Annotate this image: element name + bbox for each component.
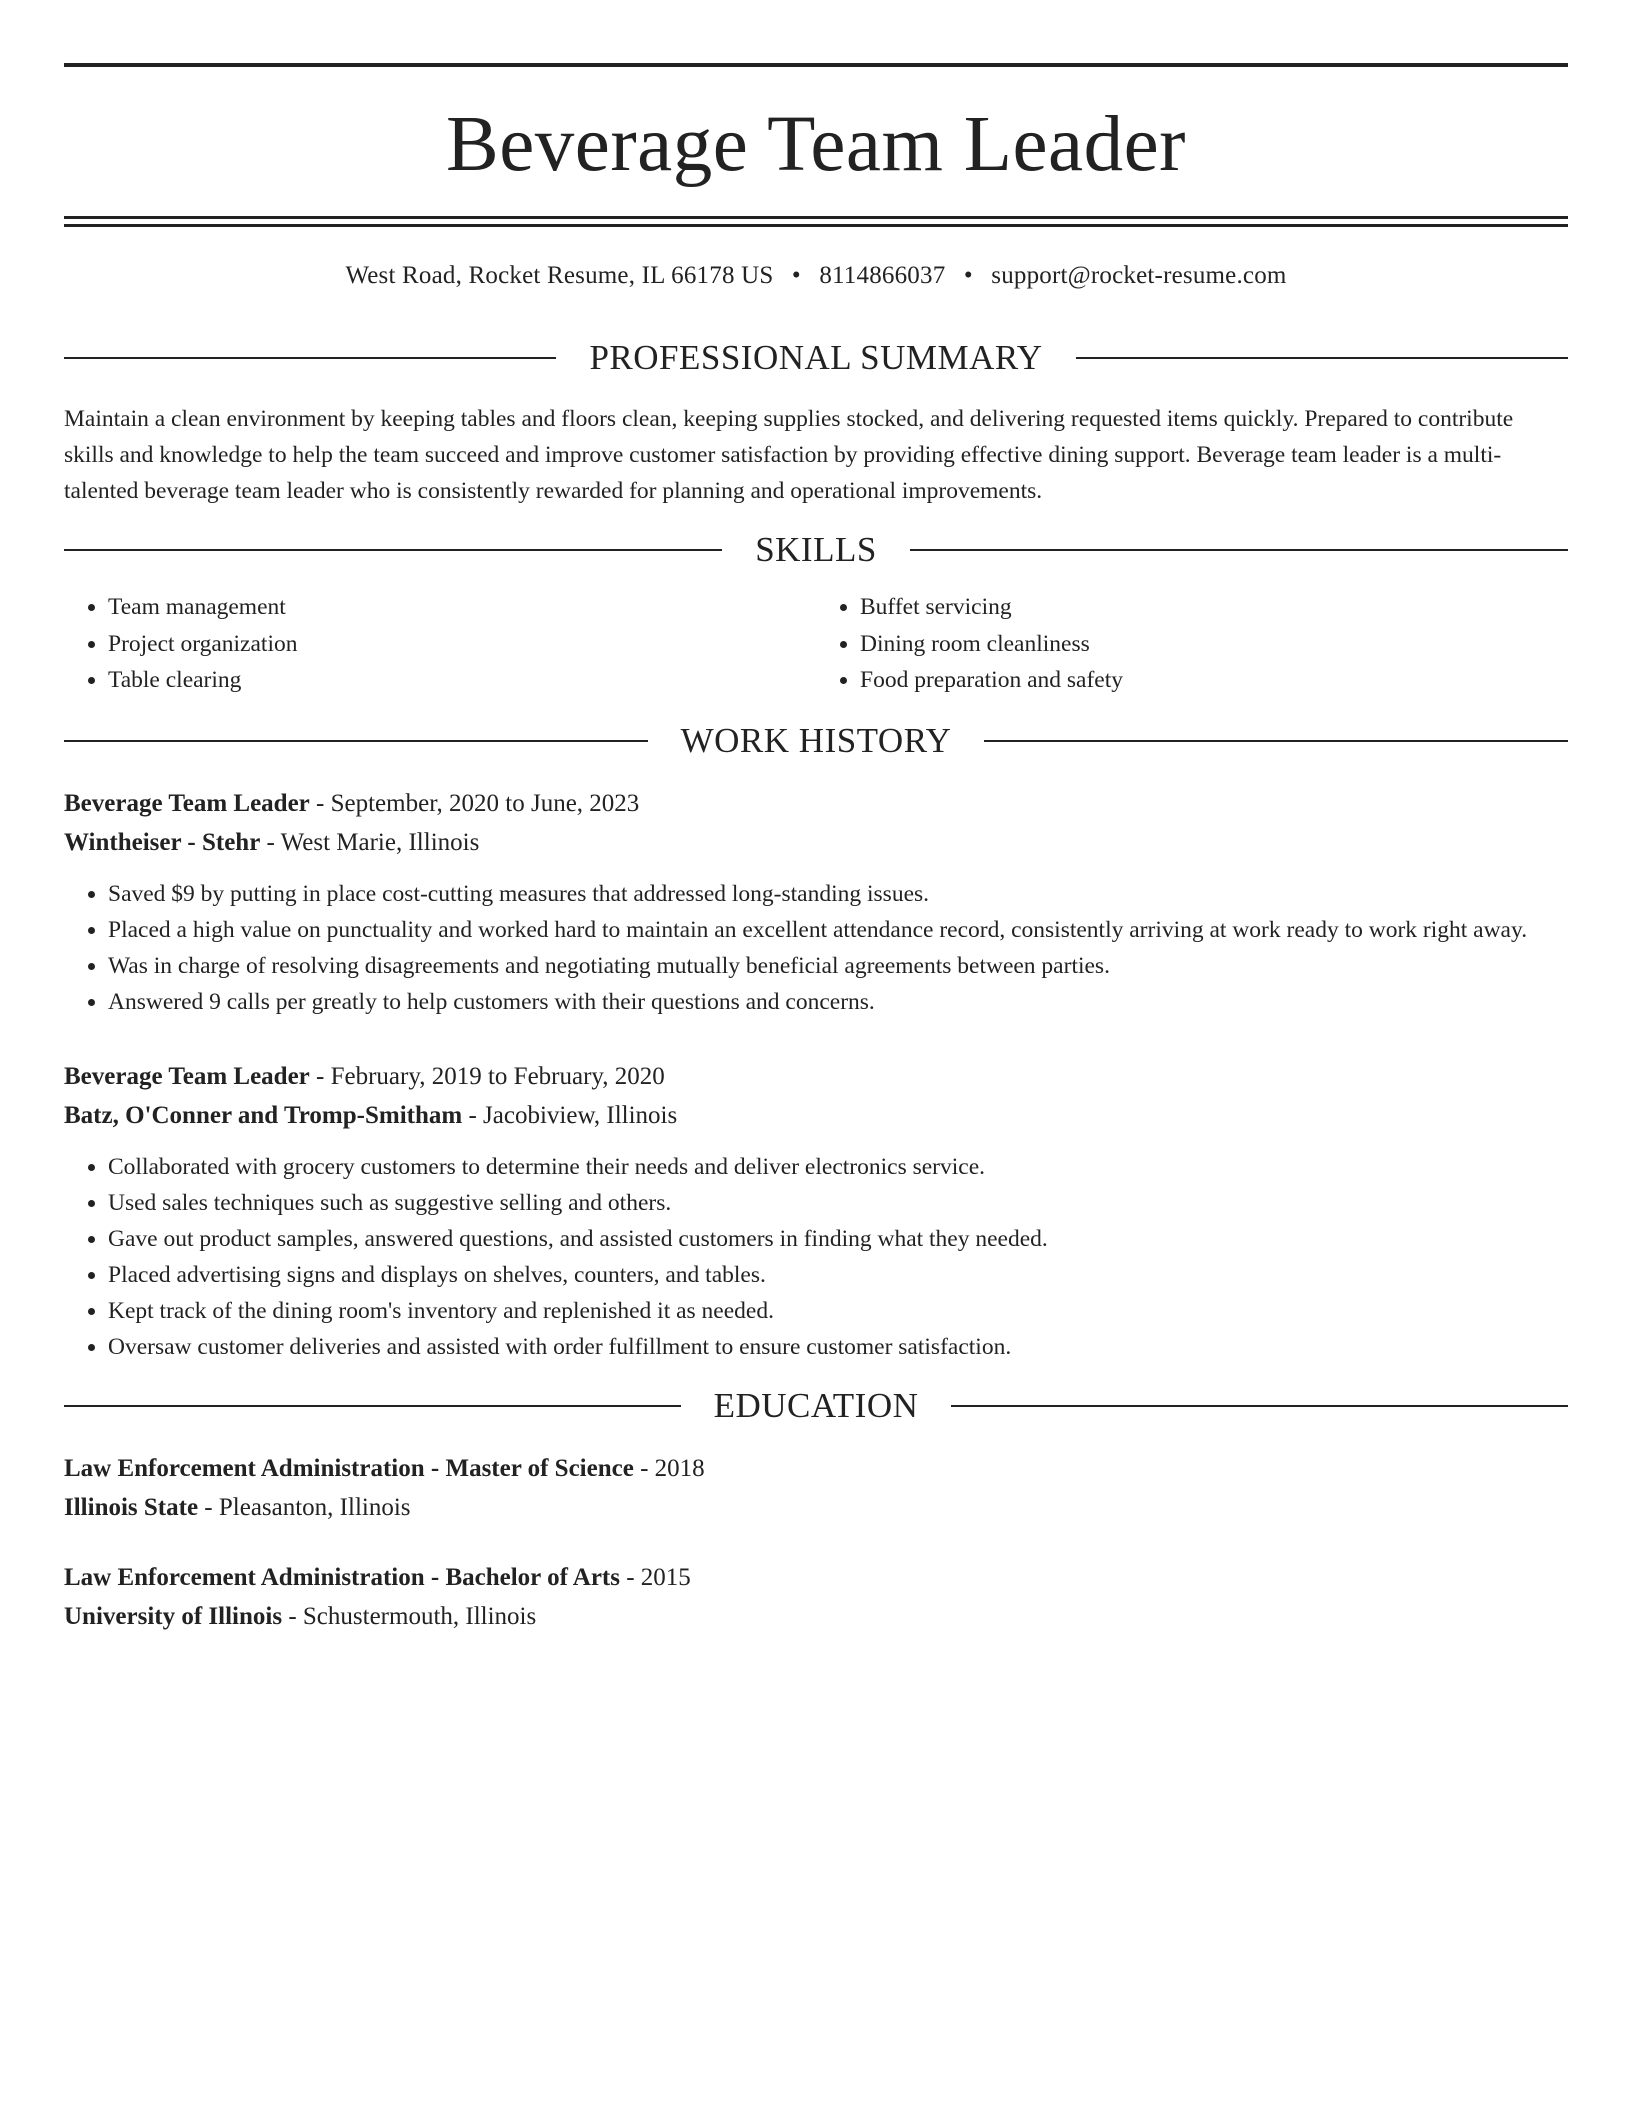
contact-line xyxy=(64,261,1568,291)
skill-item: • Dining room cleanliness xyxy=(860,626,1568,663)
job-dates: - September, 2020 to June, 2023 xyxy=(309,789,640,817)
job-employer-line xyxy=(64,1096,1568,1135)
education-section-heading xyxy=(64,1385,1568,1427)
heading-rule-right xyxy=(951,1405,1568,1407)
summary-title: PROFESSIONAL SUMMARY xyxy=(589,338,1043,377)
job-bullet: • Oversaw customer deliveries and assisted with order fulfillment to ensure customer satisfaction. xyxy=(108,1329,1568,1365)
education-year: - 2018 xyxy=(633,1454,705,1482)
job-bullet: • Was in charge of resolving disagreements and negotiating mutually beneficial agreements between parties. xyxy=(108,948,1568,984)
job-entry xyxy=(64,784,1568,1020)
education-entry xyxy=(64,1558,1568,1636)
education-school: University of Illinois xyxy=(64,1602,283,1630)
education-location: - Pleasanton, Illinois xyxy=(198,1493,411,1521)
job-employer: Batz, O'Conner and Tromp-Smitham xyxy=(64,1101,463,1129)
job-role: Beverage Team Leader xyxy=(64,789,310,817)
education-school: Illinois State xyxy=(64,1493,199,1521)
skill-item: • Team management xyxy=(108,589,816,626)
job-bullet: • Placed a high value on punctuality and worked hard to maintain an excellent attendance record, consistently arriving at work ready to work right away. xyxy=(108,912,1568,948)
job-bullet: • Kept track of the dining room's inventory and replenished it as needed. xyxy=(108,1293,1568,1329)
education-title: EDUCATION xyxy=(713,1385,919,1425)
education-entry xyxy=(64,1449,1568,1527)
job-entry xyxy=(64,1057,1568,1365)
education-degree-line xyxy=(64,1449,1568,1488)
education-year: - 2015 xyxy=(619,1563,691,1591)
summary-section-heading xyxy=(64,337,1568,379)
header-double-rule xyxy=(64,216,1568,227)
skills-title: SKILLS xyxy=(755,530,877,569)
skills-column-right xyxy=(816,589,1568,699)
job-title-line xyxy=(64,784,1568,823)
heading-rule-right xyxy=(910,549,1568,551)
header-top-rule xyxy=(64,63,1568,67)
contact-email: support@rocket-resume.com xyxy=(991,262,1287,289)
contact-separator: • xyxy=(791,262,801,289)
contact-separator: • xyxy=(963,262,973,289)
job-bullet: • Placed advertising signs and displays on shelves, counters, and tables. xyxy=(108,1257,1568,1293)
education-degree: Law Enforcement Administration - Bachelor of Arts xyxy=(64,1563,620,1591)
contact-phone: 8114866037 xyxy=(819,262,946,289)
education-school-line xyxy=(64,1597,1568,1636)
education-degree-line xyxy=(64,1558,1568,1597)
job-bullet: • Answered 9 calls per greatly to help customers with their questions and concerns. xyxy=(108,984,1568,1020)
skill-item: • Food preparation and safety xyxy=(860,662,1568,699)
job-title-line xyxy=(64,1057,1568,1096)
education-location: - Schustermouth, Illinois xyxy=(282,1602,537,1630)
education-school-line xyxy=(64,1488,1568,1527)
job-bullet: • Used sales techniques such as suggestive selling and others. xyxy=(108,1185,1568,1221)
education-degree: Law Enforcement Administration - Master of Science xyxy=(64,1454,634,1482)
job-bullet: • Collaborated with grocery customers to determine their needs and deliver electronics service. xyxy=(108,1149,1568,1185)
job-bullets xyxy=(64,876,1568,1020)
heading-rule-right xyxy=(1076,357,1568,359)
heading-rule-left xyxy=(64,1405,681,1407)
job-employer-line xyxy=(64,823,1568,862)
resume-title: Beverage Team Leader xyxy=(446,101,1186,188)
skills-section-heading xyxy=(64,529,1568,571)
job-bullets xyxy=(64,1149,1568,1365)
heading-rule-left xyxy=(64,740,648,742)
contact-address: West Road, Rocket Resume, IL 66178 US xyxy=(345,262,774,289)
skill-item: • Buffet servicing xyxy=(860,589,1568,626)
heading-rule-left xyxy=(64,357,556,359)
job-bullet: • Saved $9 by putting in place cost-cutting measures that addressed long-standing issues. xyxy=(108,876,1568,912)
skill-item: • Project organization xyxy=(108,626,816,663)
job-employer: Wintheiser - Stehr xyxy=(64,828,261,856)
job-location: - Jacobiview, Illinois xyxy=(462,1101,678,1129)
job-role: Beverage Team Leader xyxy=(64,1062,310,1090)
summary-text: Maintain a clean environment by keeping tables and floors clean, keeping supplies stocked, and delivering requested items quickly. Prepared to contribute skills and knowledge to help the team succeed and improve customer satisfaction by providing effective dining support. Beverage team leader is a multi-talented beverage team leader who is consistently rewarded for planning and operational improvements. xyxy=(64,406,1514,504)
skill-item: • Table clearing xyxy=(108,662,816,699)
skills-column-left xyxy=(64,589,816,699)
skills-list xyxy=(64,589,1568,699)
heading-rule-right xyxy=(984,740,1568,742)
work-history-title: WORK HISTORY xyxy=(680,720,952,760)
heading-rule-left xyxy=(64,549,722,551)
job-location: - West Marie, Illinois xyxy=(260,828,480,856)
job-bullet: • Gave out product samples, answered questions, and assisted customers in finding what they needed. xyxy=(108,1221,1568,1257)
work-history-section-heading xyxy=(64,720,1568,762)
job-dates: - February, 2019 to February, 2020 xyxy=(309,1062,665,1090)
